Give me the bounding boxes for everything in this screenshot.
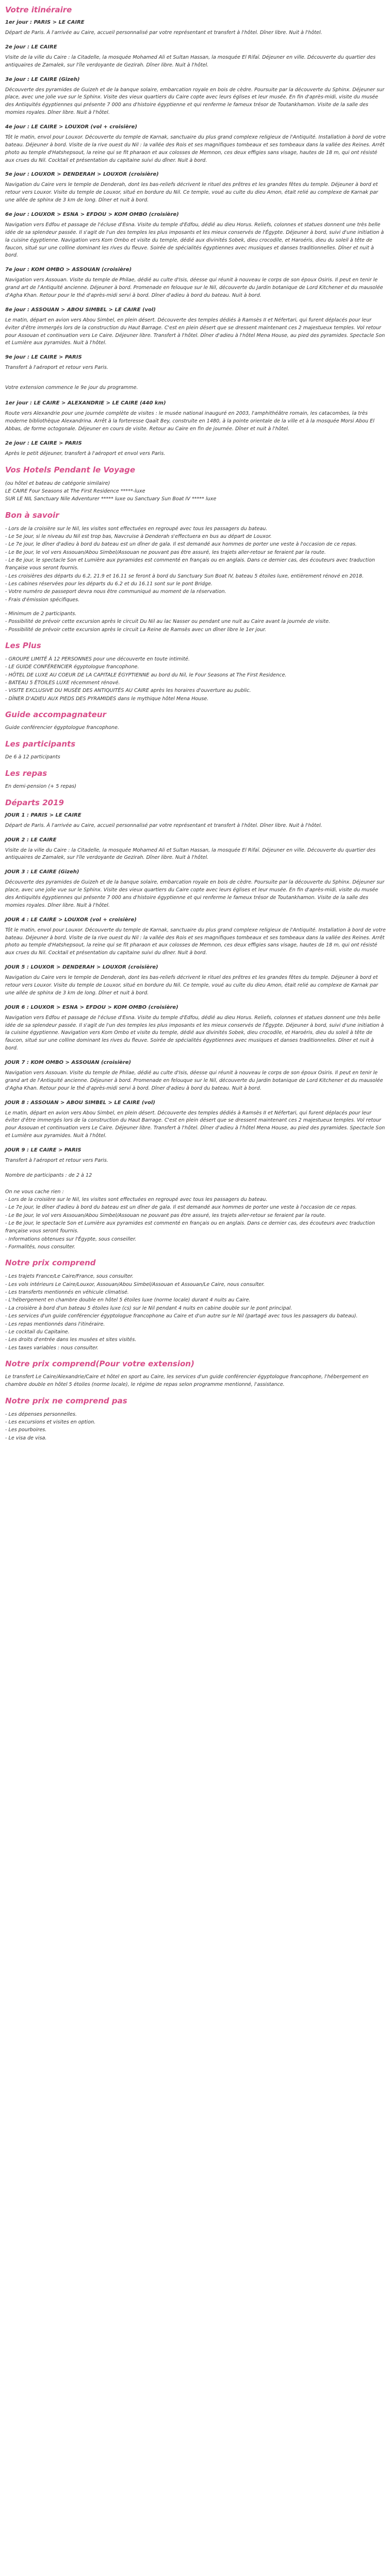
day-title: JOUR 2 : LE CAIRE	[5, 837, 57, 843]
list-item: - DÎNER D'ADIEU AUX PIEDS DES PYRAMIDES dans le mythique hôtel Mena House.	[5, 696, 209, 702]
day-title: JOUR 3 : LE CAIRE (Gizeh)	[5, 869, 79, 875]
list-item: - Possibilité de prévoir cette excursion après le circuit La Reine de Ramsès avec un dîner libre le 1er jour.	[5, 626, 267, 633]
day-block	[5, 440, 386, 458]
day-block	[5, 869, 386, 909]
day-block	[5, 77, 386, 117]
day-text: Découverte des pyramides de Guizeh et de la banque solaire, embarcation royale en bois de cèdre. Poursuite par la découverte du Sphinx. Déjeuner sur place, avec une jolie vue sur le Sphinx. Visite des vieux quartiers du Caire copte avec leurs églises et leur musée. En fin d'après-midi, visite du musée des Antiquités égyptiennes qui présente 7 000 ans d'histoire égyptienne et qui renferme le fameux trésor de Toutankhamon. Visite de la salle des momies royales. Dîner libre. Nuit à l'hôtel.	[5, 87, 385, 116]
day-block	[5, 917, 386, 957]
day-block	[5, 354, 386, 372]
day-text: Transfert à l'aéroport et retour vers Paris.	[5, 1157, 108, 1163]
hotels-list	[5, 480, 386, 503]
day-title: JOUR 8 : ASSOUAN > ABOU SIMBEL > LE CAIRE (vol)	[5, 1099, 155, 1106]
extension-inclus-text: Le transfert Le Caire/Alexandrie/Caire et hôtel en sport au Caire, les services d'un guide conférencier égyptologue francophone, l'hébergement en chambre double en hôtel 5 étoiles (norme locale), le régime de repas selon programme mentionné, l'assistance.	[5, 1374, 369, 1387]
plus-list	[5, 655, 386, 703]
day-title: JOUR 1 : PARIS > LE CAIRE	[5, 812, 82, 818]
inclus-list	[5, 1273, 386, 1351]
day-text: Visite de la ville du Caire : la Citadelle, la mosquée Mohamed Ali et Sultan Hassan, la mosquée El Rifaï. Déjeuner en ville. Découverte du quartier des antiquaires de Zamalek, sur l'île verdoyante de Gezirah. Dîner libre. Nuit à l'hôtel.	[5, 54, 376, 68]
day-block	[5, 307, 386, 347]
day-text: Départ de Paris. À l'arrivée au Caire, accueil personnalisé par votre représentant et transfert à l'hôtel. Dîner libre. Nuit à l'hôtel.	[5, 822, 322, 828]
list-item: - Les trajets France/Le Caire/France, sous consulter.	[5, 1274, 134, 1280]
departs-participants: Nombre de participants : de 2 à 12	[5, 1172, 92, 1178]
list-item: - Les transferts mentionnés en véhicule climatisé.	[5, 1290, 129, 1296]
list-item: - Les repas mentionnés dans l'itinéraire.	[5, 1321, 105, 1327]
list-item: - Le 8e jour, le vol vers Assouan/Abou Simbel/Assouan ne pouvant pas être assuré, les trajets aller-retour se feraient par la route.	[5, 1212, 326, 1218]
list-item: - Le 7e jour, le dîner d'adieu à bord du bateau est un dîner de gala. Il est demandé aux hommes de porter une veste à l'occasion de ce repas.	[5, 1205, 357, 1211]
list-item: - GROUPE LIMITÉ À 12 PERSONNES pour une découverte en toute intimité.	[5, 656, 190, 662]
extension-days	[5, 400, 386, 457]
list-item: - Les cabines réservées pour les départs du 6.2 et du 16.11 sont sur le pont Bridge.	[5, 581, 213, 587]
day-block	[5, 812, 386, 830]
list-item: - La croisière à bord d'un bateau 5 étoiles luxe (cs) sur le Nil pendant 4 nuits en cabine double sur le pont principal.	[5, 1305, 292, 1311]
list-item: - Les vols intérieurs Le Caire/Louxor, Assouan/Abou Simbel/Assouan et Assouan/Le Caire, nous consulter.	[5, 1281, 265, 1287]
list-item: - Les dépenses personnelles.	[5, 1411, 77, 1417]
day-text: Navigation du Caire vers le temple de Denderah, dont les bas-reliefs décrivent le rituel des prêtres et les grandes fêtes du temple. Déjeuner à bord et retour vers Louxor. Visite du temple de Louxor, situé en bordure du Nil. Ce temple, voué au culte du dieu Amon, était relié au complexe de Karnak par une allée de sphinx de 3 km de long. Dîner et nuit à bord.	[5, 182, 378, 204]
day-text: Tôt le matin, envol pour Louxor. Découverte du temple de Karnak, sanctuaire du plus grand complexe religieux de l'Antiquité. Installation à bord de votre bateau. Déjeuner à bord. Visite de la rive ouest du Nil : la vallée des Rois et ses magnifiques tombeaux et ses tombeaux dans la vallée des Reines. Arrêt photo au temple d'Hatshepsout, la reine qui se fit pharaon et aux colosses de Memnon, ces deux effigies sans visage, hautes de 18 m, qui ont résisté aux crues du Nil. Cocktail et présentation du capitaine suivi du dîner. Nuit à bord.	[5, 927, 386, 956]
list-item: - Le 7e jour, le dîner d'adieu à bord du bateau est un dîner de gala. Il est demandé aux hommes de porter une veste à l'occasion de ce repas.	[5, 541, 357, 548]
departs-notes-intro: On ne vous cache rien :	[5, 1189, 64, 1195]
list-item: - Les excursions et visites en option.	[5, 1419, 96, 1425]
day-title: JOUR 4 : LE CAIRE > LOUXOR (vol + croisière)	[5, 917, 137, 923]
repas-title: Les repas	[5, 768, 47, 778]
day-block	[5, 964, 386, 997]
day-block	[5, 212, 386, 260]
list-item: - LE GUIDE CONFÉRENCIER égyptologue francophone.	[5, 664, 139, 670]
day-text: Navigation vers Edfou et passage de l'écluse d'Esna. Visite du temple d'Edfou, dédié au dieu Horus. Reliefs, colonnes et statues donnent une très belle idée de sa splendeur passée. Il s'agit de l'un des temples les plus imposants et les mieux conservés de l'Égypte. Déjeuner à bord, suivi d'une initiation à la cuisine égyptienne. Navigation vers Kom Ombo et visite du temple, dédié aux divinités Sobek, dieu crocodile, et Haroéris, dieu du soleil à tête de faucon, situé sur une colline dominant les rives du fleuve. Soirée de spécialités égyptiennes avec musiques et danses traditionnelles. Dîner et nuit à bord.	[5, 1014, 384, 1052]
list-item: - L'hébergement en chambre double en hôtel 5 étoiles luxe (norme locale) durant 4 nuits au Caire.	[5, 1297, 251, 1303]
list-item: - Votre numéro de passeport devra nous être communiqué au moment de la réservation.	[5, 589, 226, 595]
day-text: Tôt le matin, envol pour Louxor. Découverte du temple de Karnak, sanctuaire du plus grand complexe religieux de l'Antiquité. Installation à bord de votre bateau. Déjeuner à bord. Visite de la rive ouest du Nil : la vallée des Rois et ses magnifiques tombeaux et ses tombeaux dans la vallée des Reines. Arrêt photo au temple d'Hatshepsout, la reine qui se fit pharaon et aux colosses de Memnon, ces deux effigies sans visage, hautes de 18 m, qui ont résisté aux crues du Nil. Cocktail et présentation du capitaine suivi du dîner. Nuit à bord.	[5, 134, 386, 163]
exclus-list	[5, 1411, 386, 1442]
day-title: 5e jour : LOUXOR > DENDERAH > LOUXOR (croisière)	[5, 172, 159, 178]
day-block	[5, 400, 386, 433]
bon-a-savoir-list	[5, 525, 386, 604]
exclus-title: Notre prix ne comprend pas	[5, 1396, 127, 1405]
list-item: LE CAIRE Four Seasons at The First Residence *****-luxe	[5, 488, 145, 494]
day-block	[5, 1005, 386, 1053]
inclus-title: Notre prix comprend	[5, 1258, 96, 1268]
participants-title: Les participants	[5, 739, 76, 749]
day-block	[5, 1100, 386, 1140]
day-block	[5, 267, 386, 300]
list-item: - Les taxes variables : nous consulter.	[5, 1345, 99, 1351]
day-text: Navigation du Caire vers le temple de Denderah, dont les bas-reliefs décrivent le rituel des prêtres et les grandes fêtes du temple. Déjeuner à bord et retour vers Louxor. Visite du temple de Louxor, situé en bordure du Nil. Ce temple, voué au culte du dieu Amon, était relié au complexe de Karnak par une allée de sphinx de 3 km de long. Dîner et nuit à bord.	[5, 975, 378, 996]
guide-text: Guide conférencier égyptologue francophone.	[5, 725, 120, 731]
list-item: - Les droits d'entrée dans les musées et sites visités.	[5, 1337, 137, 1343]
day-title: JOUR 7 : KOM OMBO > ASSOUAN (croisière)	[5, 1059, 132, 1065]
day-block	[5, 124, 386, 164]
list-item: SUR LE NIL Sanctuary Nile Adventurer ***** luxe ou Sanctuary Sun Boat IV ***** luxe	[5, 496, 217, 502]
list-item: - BATEAU 5 ÉTOILES LUXE récemment rénové.	[5, 680, 120, 686]
day-text: Transfert à l'aéroport et retour vers Paris.	[5, 365, 108, 371]
day-title: JOUR 6 : LOUXOR > ESNA > EFDOU > KOM OMBO (croisière)	[5, 1004, 178, 1010]
day-text: Le matin, départ en avion vers Abou Simbel, en plein désert. Découverte des temples dédiés à Ramsès II et Néfertari, qui furent déplacés pour leur éviter d'être immergés lors de la construction du Haut Barrage. C'est en plein désert que se dressent maintenant ces 2 majestueux temples. Vol retour pour Assouan et continuation vers Le Caire. Déjeuner libre. Transfert à l'hôtel. Dîner d'adieu à l'hôtel Mena House, au pied des pyramides. Spectacle Son et Lumière aux pyramides. Nuit à l'hôtel.	[5, 317, 385, 346]
list-item: - HÔTEL DE LUXE AU COEUR DE LA CAPITALE ÉGYPTIENNE au bord du Nil, le Four Seasons at The First Residence.	[5, 672, 287, 678]
day-title: 2e jour : LE CAIRE > PARIS	[5, 440, 82, 446]
day-block	[5, 1147, 386, 1165]
day-title: 6e jour : LOUXOR > ESNA > EFDOU > KOM OMBO (croisière)	[5, 212, 179, 218]
day-block	[5, 44, 386, 70]
day-title: 4e jour : LE CAIRE > LOUXOR (vol + croisière)	[5, 124, 137, 130]
day-title: JOUR 9 : LE CAIRE > PARIS	[5, 1147, 82, 1153]
repas-text: En demi-pension (+ 5 repas)	[5, 783, 76, 789]
list-item: - Les croisières des départs du 6.2, 21.9 et 16.11 se feront à bord du Sanctuary Sun Boat IV, bateau 5 étoiles luxe, entièrement rénové en 2018.	[5, 573, 364, 579]
departs-title: Départs 2019	[5, 798, 64, 807]
list-item: - Le cocktail du Capitaine.	[5, 1329, 70, 1335]
list-item: - Les pourboires.	[5, 1427, 47, 1433]
day-text: Découverte des pyramides de Guizeh et de la banque solaire, embarcation royale en bois de cèdre. Poursuite par la découverte du Sphinx. Déjeuner sur place, avec une jolie vue sur le Sphinx. Visite des vieux quartiers du Caire copte avec leurs églises et leur musée. En fin d'après-midi, visite du musée des Antiquités égyptiennes qui présente 7 000 ans d'histoire égyptienne et qui renferme le fameux trésor de Toutankhamon. Visite de la salle des momies royales. Dîner libre. Nuit à l'hôtel.	[5, 879, 385, 908]
list-item: - Lors de la croisière sur le Nil, les visites sont effectuées en regroupé avec tous les passagers du bateau.	[5, 1197, 268, 1203]
day-block	[5, 1060, 386, 1093]
list-item: - Le 5e jour, si le niveau du Nil est trop bas, Navcruise à Denderah s'effectuera en bus au départ de Louxor.	[5, 533, 272, 539]
list-item: - Le visa de visa.	[5, 1435, 47, 1441]
list-item: - Minimum de 2 participants.	[5, 611, 77, 617]
list-item: (ou hôtel et bateau de catégorie similaire)	[5, 480, 110, 486]
bon-a-savoir-title: Bon à savoir	[5, 510, 59, 520]
departs-notes-list	[5, 1196, 386, 1251]
list-item: - Le 8e jour, le spectacle Son et Lumière aux pyramides est commenté en français ou en anglais. Dans ce dernier cas, des écouteurs avec traduction française vous seront fournis.	[5, 1221, 375, 1234]
list-item: - VISITE EXCLUSIVE DU MUSÉE DES ANTIQUITÉS AU CAIRE après les horaires d'ouverture au public.	[5, 688, 251, 694]
participants-text: De 6 à 12 participants	[5, 754, 60, 760]
list-item: - Frais d'émission spécifiques.	[5, 597, 80, 603]
hotels-title: Vos Hotels Pendant le Voyage	[5, 465, 136, 474]
day-text: Après le petit déjeuner, transfert à l'aéroport et envol vers Paris.	[5, 450, 166, 456]
list-item: - Les services d'un guide conférencier égyptologue francophone au Caire et d'un autre sur le Nil (partagé avec tous les passagers du bateau).	[5, 1313, 358, 1319]
day-text: Route vers Alexandrie pour une journée complète de visites : le musée national inauguré en 2003, l'amphithéâtre romain, les catacombes, la très moderne bibliothèque Alexandrina. Arrêt à la forteresse Qaaït Bey, construite en 1480, à la pointe orientale de la ville et à la mosquée Morsi Abou El Abbas, de forme octogonale. Déjeuner en cours de visite. Retour au Caire en fin de journée. Dîner et nuit à l'hôtel.	[5, 411, 374, 432]
day-block	[5, 20, 386, 37]
day-title: 1er jour : LE CAIRE > ALEXANDRIE > LE CAIRE (440 km)	[5, 400, 166, 406]
plus-title: Les Plus	[5, 641, 41, 650]
day-text: Visite de la ville du Caire : la Citadelle, la mosquée Mohamed Ali et Sultan Hassan, la mosquée El Rifaï. Déjeuner en ville. Découverte du quartier des antiquaires de Zamalek, sur l'île verdoyante de Gezirah. Dîner libre. Nuit à l'hôtel.	[5, 847, 376, 861]
day-text: Navigation vers Assouan. Visite du temple de Philae, dédié au culte d'Isis, déesse qui réunit à nouveau le corps de son époux Osiris. Il peut en tenir le grand art de l'Antiquité ancienne. Déjeuner à bord. Promenade en felouque sur le Nil, découverte du Jardin botanique de Lord Kitchener et du mausolée d'Agha Khan. Retour pour le thé d'après-midi servi à bord. Dîner d'adieu à bord du bateau. Nuit à bord.	[5, 1070, 383, 1091]
list-item: - Formalités, nous consulter.	[5, 1244, 75, 1250]
guide-title: Guide accompagnateur	[5, 710, 106, 720]
list-item: - Possibilité de prévoir cette excursion après le circuit Du Nil au lac Nasser ou pendant une nuit au Caire avant la journée de visite.	[5, 619, 331, 625]
day-block	[5, 837, 386, 862]
list-item: - Informations obtenues sur l'Égypte, sous conseiller.	[5, 1236, 137, 1242]
day-title: 8e jour : ASSOUAN > ABOU SIMBEL > LE CAIRE (vol)	[5, 307, 156, 313]
day-text: Départ de Paris. À l'arrivée au Caire, accueil personnalisé par votre représentant et transfert à l'hôtel. Dîner libre. Nuit à l'hôtel.	[5, 30, 322, 36]
day-title: 9e jour : LE CAIRE > PARIS	[5, 354, 82, 361]
list-item: - Lors de la croisière sur le Nil, les visites sont effectuées en regroupé avec tous les passagers du bateau.	[5, 526, 268, 532]
itinerary-days	[5, 20, 386, 372]
extension-inclus-title: Notre prix comprend(Pour votre extension)	[5, 1359, 194, 1368]
day-title: 2e jour : LE CAIRE	[5, 44, 57, 50]
bon-a-savoir-list-2	[5, 610, 386, 634]
day-block	[5, 172, 386, 205]
day-title: 1er jour : PARIS > LE CAIRE	[5, 20, 85, 25]
extension-intro: Votre extension commence le 9e jour du programme.	[5, 385, 138, 391]
day-text: Navigation vers Assouan. Visite du temple de Philae, dédié au culte d'Isis, déesse qui réunit à nouveau le corps de son époux Osiris. Il peut en tenir le grand art de l'Antiquité ancienne. Déjeuner à bord. Promenade en felouque sur le Nil, découverte du Jardin botanique de Lord Kitchener et du mausolée d'Agha Khan. Retour pour le thé d'après-midi servi à bord. Dîner d'adieu à bord du bateau. Nuit à bord.	[5, 277, 383, 299]
day-title: JOUR 5 : LOUXOR > DENDERAH > LOUXOR (croisière)	[5, 964, 158, 971]
list-item: - Le 8e jour, le spectacle Son et Lumière aux pyramides est commenté en français ou en anglais. Dans ce dernier cas, des écouteurs avec traduction française vous seront fournis.	[5, 557, 375, 571]
day-text: Navigation vers Edfou et passage de l'écluse d'Esna. Visite du temple d'Edfou, dédié au dieu Horus. Reliefs, colonnes et statues donnent une très belle idée de sa splendeur passée. Il s'agit de l'un des temples les plus imposants et les mieux conservés de l'Égypte. Déjeuner à bord, suivi d'une initiation à la cuisine égyptienne. Navigation vers Kom Ombo et visite du temple, dédié aux divinités Sobek, dieu crocodile, et Haroéris, dieu du soleil à tête de faucon, situé sur une colline dominant les rives du fleuve. Soirée de spécialités égyptiennes avec musiques et danses traditionnelles. Dîner et nuit à bord.	[5, 222, 384, 259]
day-title: 7e jour : KOM OMBO > ASSOUAN (croisière)	[5, 267, 132, 273]
itinerary-title: Votre itinéraire	[5, 5, 72, 14]
list-item: - Le 8e jour, le vol vers Assouan/Abou Simbel/Assouan ne pouvant pas être assuré, les trajets aller-retour se feraient par la route.	[5, 549, 326, 555]
departs-days	[5, 812, 386, 1165]
day-text: Le matin, départ en avion vers Abou Simbel, en plein désert. Découverte des temples dédiés à Ramsès II et Néfertari, qui furent déplacés pour leur éviter d'être immergés lors de la construction du Haut Barrage. C'est en plein désert que se dressent maintenant ces 2 majestueux temples. Vol retour pour Assouan et continuation vers Le Caire. Déjeuner libre. Transfert à l'hôtel. Dîner d'adieu à l'hôtel Mena House, au pied des pyramides. Spectacle Son et Lumière aux pyramides. Nuit à l'hôtel.	[5, 1110, 385, 1139]
day-title: 3e jour : LE CAIRE (Gizeh)	[5, 76, 80, 82]
